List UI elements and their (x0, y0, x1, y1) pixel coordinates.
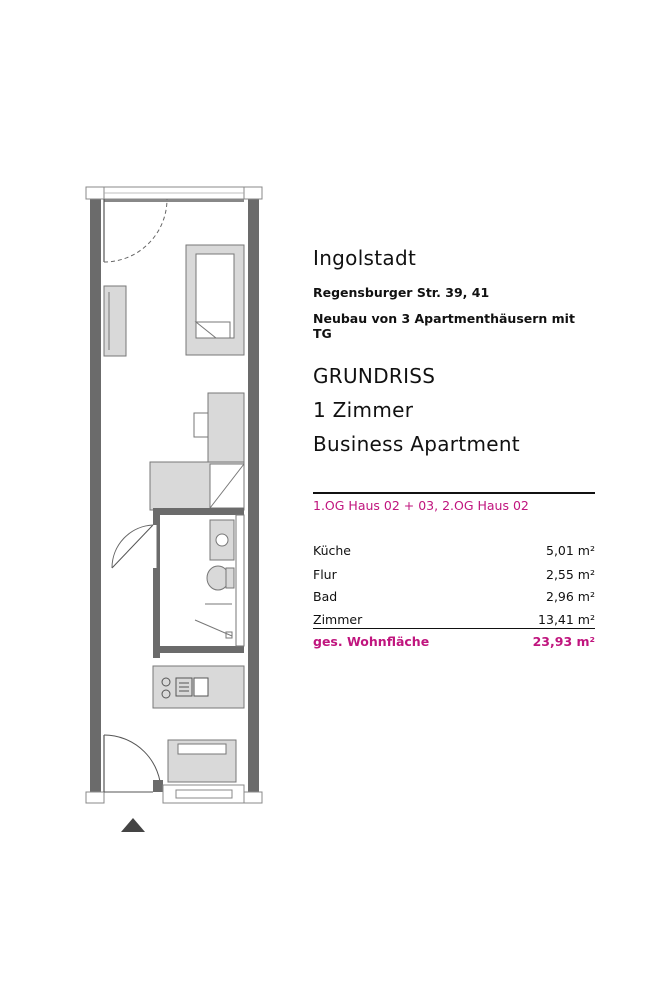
room-size: 13,41 m² (538, 612, 595, 627)
divider-top (313, 492, 595, 494)
floor-info: 1.OG Haus 02 + 03, 2.OG Haus 02 (313, 498, 529, 513)
balcony-door (104, 199, 167, 262)
total-size: 23,93 m² (532, 634, 595, 649)
bathroom-door (112, 525, 153, 568)
room-label: Flur (313, 567, 337, 582)
room-label: Zimmer (313, 612, 363, 627)
right-wall (248, 199, 259, 792)
armchair (168, 740, 236, 782)
city-name: Ingolstadt (313, 246, 417, 270)
plan-title-line-2: 1 Zimmer (313, 398, 414, 422)
kitchenette (153, 666, 244, 708)
left-wall (90, 199, 101, 792)
plan-title-line-1: GRUNDRISS (313, 364, 436, 388)
address: Regensburger Str. 39, 41 (313, 285, 490, 300)
bottom-window (163, 785, 244, 803)
bathroom (153, 508, 244, 658)
room-size: 2,96 m² (546, 589, 595, 604)
project-description: Neubau von 3 Apartmenthäusern mit TG (313, 311, 575, 341)
cabinet (150, 462, 244, 510)
room-label: Bad (313, 589, 338, 604)
plan-title-line-3: Business Apartment (313, 432, 520, 456)
room-size: 5,01 m² (546, 543, 595, 558)
room-label: Küche (313, 543, 351, 558)
divider-total (313, 628, 595, 629)
entrance-arrow-icon (121, 818, 145, 832)
bed (186, 245, 244, 355)
room-size: 2,55 m² (546, 567, 595, 582)
total-label: ges. Wohnfläche (313, 634, 430, 649)
wardrobe (104, 286, 126, 356)
floor-plan (0, 0, 300, 1000)
desk (194, 393, 244, 465)
entrance-door (104, 735, 163, 792)
top-window (104, 187, 244, 202)
